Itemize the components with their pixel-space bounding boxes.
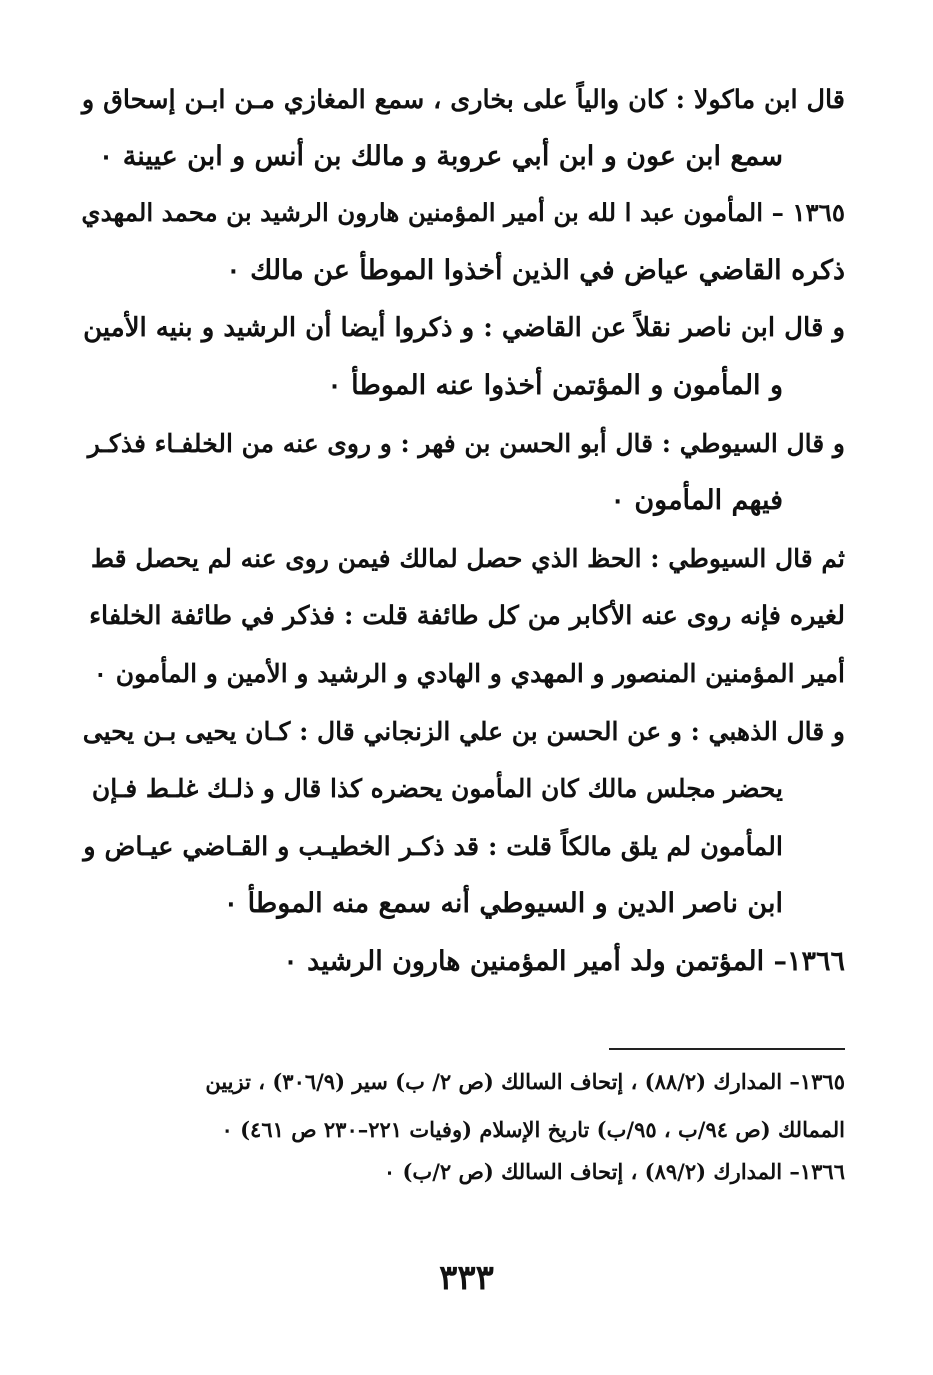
body-line: و المأمون و المؤتمن أخذوا عنه الموطأ ٠ [327, 370, 783, 401]
body-line: ذكره القاضي عياض في الذين أخذوا الموطأ عن مالك ٠ [226, 255, 845, 286]
entry-heading-1366: ١٣٦٦– المؤتمن ولد أمير المؤمنين هارون الرشيد ٠ [283, 946, 845, 977]
body-line: فيهم المأمون ٠ [610, 485, 783, 516]
footnote-separator [609, 1048, 845, 1050]
footnote-line: ١٣٦٦– المدارك (٨٩/٢) ، إتحاف السالك (ص ٢/ب) ٠ [383, 1159, 845, 1184]
body-line: ثم قال السيوطي : الحظ الذي حصل لمالك فيمن روى عنه لم يحصل قط [90, 544, 845, 573]
body-line: أمير المؤمنين المنصور و المهدي و الهادي و الرشيد و الأمين و المأمون ٠ [93, 659, 845, 688]
footnote-line: الممالك (ص ٩٤/ب ، ٩٥/ب) تاريخ الإسلام (وفيات ٢٢١–٢٣٠ ص ٤٦١) ٠ [221, 1117, 845, 1142]
body-line: و قال الذهبي : و عن الحسن بن علي الزنجاني قال : كـان يحيى بـن يحيى [82, 717, 845, 746]
entry-heading-1365: ١٣٦٥ – المأمون عبد ا لله بن أمير المؤمنين هارون الرشيد بن محمد المهدي [81, 198, 845, 227]
footnote-line: ١٣٦٥– المدارك (٨٨/٢) ، إتحاف السالك (ص ٢/ ب) سير (٣٠٦/٩) ، تزيين [205, 1069, 845, 1094]
body-line: و قال السيوطي : قال أبو الحسن بن فهر : و روى عنه من الخلفـاء فذكـر [87, 429, 845, 458]
body-line: و قال ابن ناصر نقلاً عن القاضي : و ذكروا أيضا أن الرشيد و بنيه الأمين [83, 313, 845, 343]
body-line: قال ابن ماكولا : كان والياً على بخارى ، سمع المغازي مـن ابـن إسحاق و [81, 85, 845, 115]
body-line: ابن ناصر الدين و السيوطي أنه سمع منه الموطأ ٠ [223, 888, 783, 919]
body-line: يحضر مجلس مالك كان المأمون يحضره كذا قال و ذلـك غلـط فـإن [91, 774, 783, 803]
body-line: سمع ابن عون و ابن أبي عروبة و مالك بن أنس و ابن عيينة ٠ [98, 141, 783, 172]
body-line: لغيره فإنه روى عنه الأكابر من كل طائفة قلت : فذكر في طائفة الخلفاء [89, 601, 845, 631]
page-number: ٣٣٣ [439, 1258, 494, 1298]
body-line: المأمون لم يلق مالكاً قلت : قد ذكـر الخطيـب و القـاضي عيـاض و [83, 832, 783, 862]
